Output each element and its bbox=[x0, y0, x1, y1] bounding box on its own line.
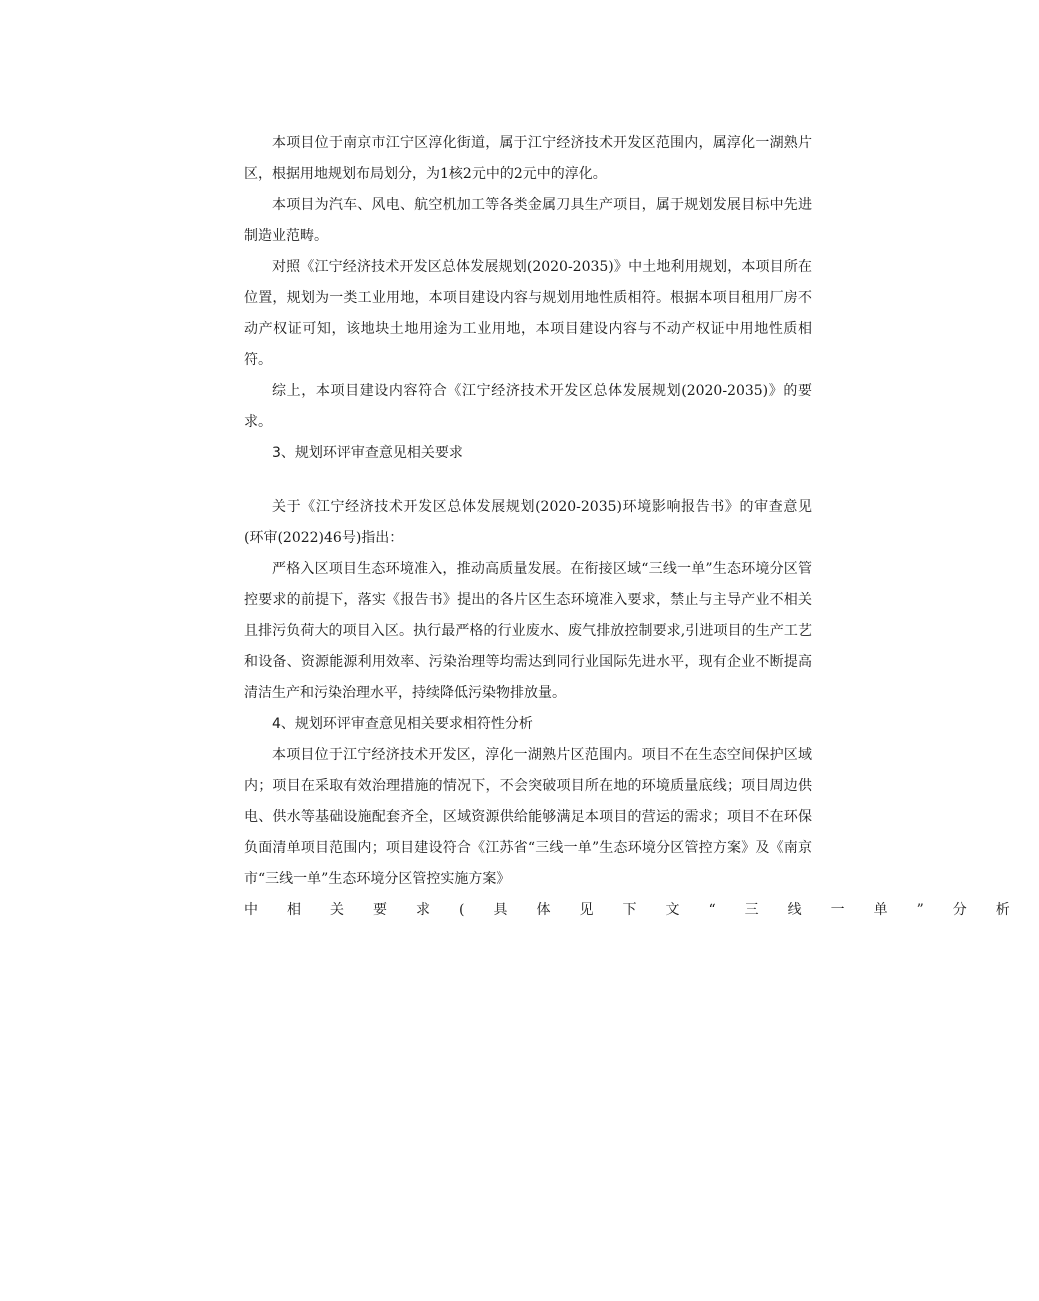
section-heading-3: 3、规划环评审查意见相关要求 bbox=[272, 445, 463, 461]
section-heading-4: 4、规划环评审查意见相关要求相符性分析 bbox=[272, 716, 533, 732]
paragraph-conclusion: 综上，本项目建设内容符合《江宁经济技术开发区总体发展规划(2020-2035)》的要求。 bbox=[244, 383, 812, 430]
paragraph-land-use: 对照《江宁经济技术开发区总体发展规划(2020-2035)》中土地利用规划，本项目所在位置，规划为一类工业用地，本项目建设内容与规划用地性质相符。根据本项目租用厂房不动产权证可知，该地块土地用途为工业用地，本项目建设内容与不动产权证中用地性质相符。 bbox=[244, 259, 812, 368]
paragraph-review-opinion: 关于《江宁经济技术开发区总体发展规划(2020-2035)环境影响报告书》的审查意见(环审(2022)46号)指出： bbox=[244, 499, 812, 546]
paragraph-project-type: 本项目为汽车、风电、航空机加工等各类金属刀具生产项目，属于规划发展目标中先进制造业范畴。 bbox=[244, 197, 812, 244]
paragraph-tail-line: 中相关要求(具体见下文“三线一单”分析 bbox=[244, 902, 1039, 918]
paragraph-strict-access: 严格入区项目生态环境准入，推动高质量发展。在衔接区域“三线一单”生态环境分区管控要求的前提下，落实《报告书》提出的各片区生态环境准入要求，禁止与主导产业不相关且排污负荷大的项目入区。执行最严格的行业废水、废气排放控制要求,引进项目的生产工艺和设备、资源能源利用效率、污染治理等均需达到同行业国际先进水平，现有企业不断提高清洁生产和污染治理水平，持续降低污染物排放量。 bbox=[244, 561, 812, 701]
paragraph-compliance-analysis: 本项目位于江宁经济技术开发区，淳化一湖熟片区范围内。项目不在生态空间保护区域内；项目在采取有效治理措施的情况下，不会突破项目所在地的环境质量底线；项目周边供电、供水等基础设施配套齐全，区域资源供给能够满足本项目的营运的需求；项目不在环保负面清单项目范围内；项目建设符合《江苏省“三线一单”生态环境分区管控方案》及《南京市“三线一单”生态环境分区管控实施方案》 bbox=[244, 747, 812, 887]
paragraph-location: 本项目位于南京市江宁区淳化街道，属于江宁经济技术开发区范围内，属淳化一湖熟片区，根据用地规划布局划分，为1核2元中的2元中的淳化。 bbox=[244, 135, 812, 182]
document-body bbox=[244, 128, 1039, 926]
